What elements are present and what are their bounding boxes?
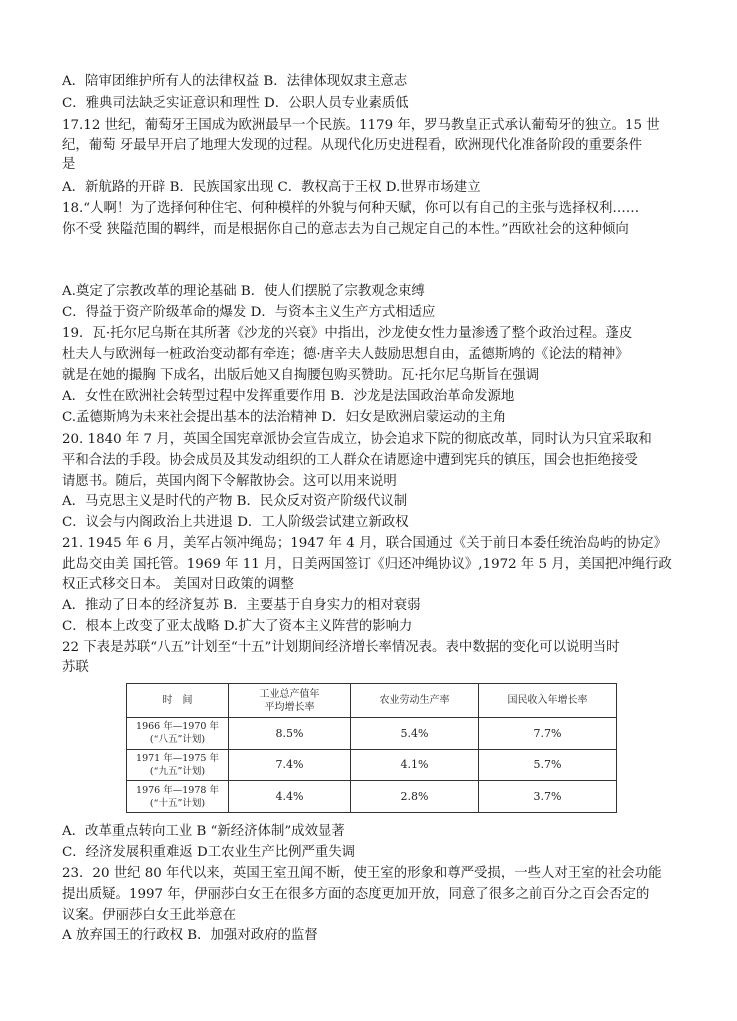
- q20-stem-line-2: 平和合法的手段。协会成员及其发动组织的工人群众在请愿途中遭到宪兵的镇压，国会也拒绝接受: [62, 453, 638, 468]
- q17-options: A．新航路的开辟 B．民族国家出现 C．教权高于王权 D.世界市场建立: [62, 180, 481, 195]
- row-agriculture: 5.4%: [351, 718, 479, 750]
- q23-options-ab: A 放弃国王的行政权 B．加强对政府的监督: [62, 928, 318, 943]
- q19-stem-line-1: 19．瓦·托尔尼乌斯在其所著《沙龙的兴衰》中指出，沙龙使女性力量渗透了整个政治过程。蓬皮: [62, 326, 633, 341]
- q18-options-ab: A.奠定了宗教改革的理论基础 B．使人们摆脱了宗教观念束缚: [62, 284, 425, 299]
- q18-stem-line-2: 你不受 狭隘范围的羁绊，而是根据你自己的意志去为自己规定自己的本性。”西欧社会的这种倾向: [62, 222, 629, 237]
- table-row: [127, 718, 617, 750]
- q21-stem-line-3: 权正式移交日本。 美国对日政策的调整: [62, 577, 294, 592]
- q21-stem-line-1: 21. 1945 年 6 月，美军占领冲绳岛；1947 年 4 月，联合国通过《关于前日本委任统治岛屿的协定》: [62, 536, 667, 551]
- row-period: 1976 年—1978 年 (“十五”计划): [127, 781, 229, 813]
- header-period: 时 间: [127, 684, 229, 718]
- q19-stem-line-2: 杜夫人与欧洲每一桩政治变动都有牵连；德·唐辛夫人鼓励思想自由，孟德斯鸠的《论法的精神》: [62, 347, 629, 362]
- row-industry: 4.4%: [229, 781, 351, 813]
- q22-options-cd: C．经济发展积重难返 D工农业生产比例严重失调: [62, 845, 356, 860]
- table-row: [127, 749, 617, 781]
- q23-stem-line-1: 23．20 世纪 80 年代以来，英国王室丑闻不断，使王室的形象和尊严受损，一些人对王室的社会功能: [62, 866, 662, 881]
- row-agriculture: 2.8%: [351, 781, 479, 813]
- header-industry-growth: 工业总产值年 平均增长率: [229, 684, 351, 718]
- q23-stem-line-2: 提出质疑。1997 年，伊丽莎白女王在很多方面的态度更加开放，同意了很多之前百分之百会否定的: [62, 887, 650, 902]
- soviet-growth-table: [126, 683, 616, 813]
- q22-stem-line-1: 22 下表是苏联“八五”计划至“十五”计划期间经济增长率情况表。表中数据的变化可以说明当时: [62, 640, 620, 655]
- q19-stem-line-3: 就是在她的撮胸 下成名，出版后她又自掏腰包购买赞助。瓦·托尔尼乌斯旨在强调: [62, 368, 540, 383]
- row-income: 3.7%: [479, 781, 617, 813]
- q22-options-ab: A．改革重点转向工业 B “新经济体制”成效显著: [62, 824, 345, 839]
- row-agriculture: 4.1%: [351, 749, 479, 781]
- q19-options-cd: C.孟德斯鸠为未来社会提出基本的法治精神 D．妇女是欧洲启蒙运动的主角: [62, 410, 507, 425]
- table-row: [127, 781, 617, 813]
- row-industry: 7.4%: [229, 749, 351, 781]
- q20-options-cd: C．议会与内阁政治上共进退 D．工人阶级尝试建立新政权: [62, 515, 409, 530]
- q17-stem-line-2: 纪，葡萄 牙最早开启了地理大发现的过程。从现代化历史进程看，欧洲现代化准备阶段的重要条件: [62, 138, 643, 153]
- q20-stem-line-3: 请愿书。随后，英国内阁下令解散协会。这可以用来说明: [62, 474, 397, 489]
- row-period: 1966 年—1970 年 (“八五”计划): [127, 718, 229, 750]
- q21-options-ab: A．推动了日本的经济复苏 B．主要基于自身实力的相对衰弱: [62, 598, 421, 613]
- q17-stem-line-1: 17.12 世纪，葡萄牙王国成为欧洲最早一个民族。1179 年，罗马教皇正式承认葡萄牙的独立。15 世: [62, 118, 660, 133]
- q20-stem-line-1: 20. 1840 年 7 月，英国全国宪章派协会宣告成立，协会追求下院的彻底改革，同时认为只宜采取和: [62, 432, 652, 447]
- header-agri-productivity: 农业劳动生产率: [351, 684, 479, 718]
- q21-options-cd: C．根本上改变了亚太战略 D.扩大了资本主义阵营的影响力: [62, 619, 413, 634]
- q16-options-ab: A．陪审团维护所有人的法律权益 B．法律体现奴隶主意志: [62, 74, 408, 89]
- q23-stem-line-3: 议案。伊丽莎白女王此举意在: [62, 908, 237, 923]
- row-income: 5.7%: [479, 749, 617, 781]
- q22-stem-line-2: 苏联: [62, 660, 89, 675]
- q19-options-ab: A．女性在欧洲社会转型过程中发挥重要作用 B．沙龙是法国政治革命发源地: [62, 389, 515, 404]
- header-income-growth: 国民收入年增长率: [479, 684, 617, 718]
- row-industry: 8.5%: [229, 718, 351, 750]
- q17-stem-line-3: 是: [62, 157, 76, 172]
- q18-stem-line-1: 18.“人啊！为了选择何种住宅、何种模样的外貌与何种天赋，你可以有自己的主张与选择权利……: [62, 201, 640, 216]
- q16-options-cd: C．雅典司法缺乏实证意识和理性 D．公职人员专业素质低: [62, 96, 409, 111]
- q18-options-cd: C．得益于资产阶级革命的爆发 D．与资本主义生产方式相适应: [62, 305, 436, 320]
- row-period: 1971 年—1975 年 (“九五”计划): [127, 749, 229, 781]
- q21-stem-line-2: 此岛交由美 国托管。1969 年 11 月，日美两国签订《归还冲绳协议》,1972 年 5 月，美国把冲绳行政: [62, 557, 672, 572]
- row-income: 7.7%: [479, 718, 617, 750]
- q20-options-ab: A．马克思主义是时代的产物 B．民众反对资产阶级代议制: [62, 494, 408, 509]
